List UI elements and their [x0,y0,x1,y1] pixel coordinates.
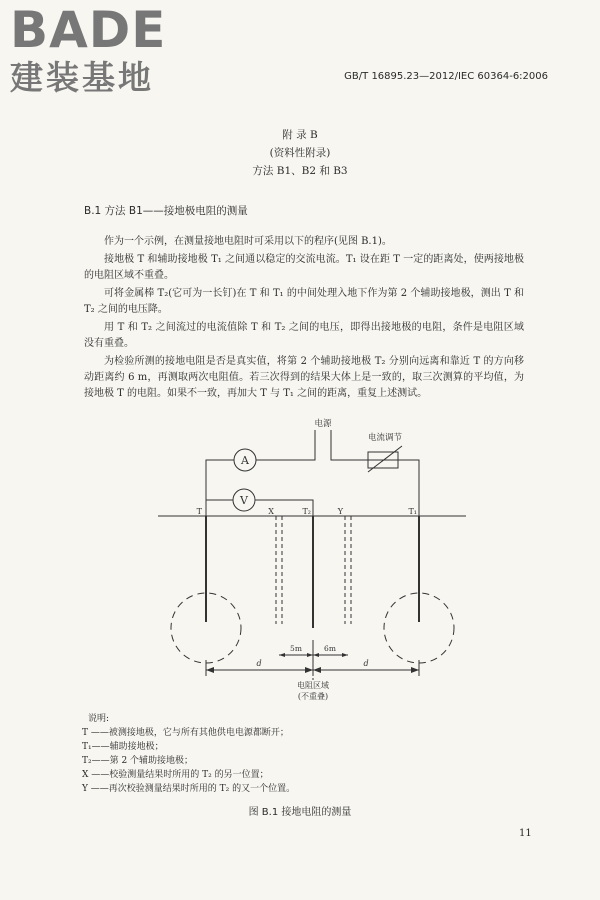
annex-methods: 方法 B1、B2 和 B3 [252,165,348,177]
annex-note: (资料性附录) [269,147,331,159]
figure-caption: 图 B.1 接地电阻的测量 [248,807,352,818]
electrode-label-t: T [196,507,202,516]
electrode-label-x: X [268,507,274,516]
legend [82,712,295,796]
logo-brand-text: BADE [10,1,167,59]
dimension-d-right: d [363,659,369,668]
paragraph: 可将金属棒 T₂(它可为一长钉)在 T 和 T₁ 的中间处理入地下作为第 2 个辅助接地极，测出 T 和 T₂ 之间的电压降。 [84,288,524,315]
region-label-note: (不重叠) [297,692,329,701]
annex-title: 附 录 B [282,129,318,141]
dimension-6m: 6m [324,644,336,653]
section-title: B.1 方法 B1——接地极电阻的测量 [84,205,248,217]
paragraph: 作为一个示例，在测量接地电阻时可采用以下的程序(见图 B.1)。 [104,236,392,247]
ammeter-label: A [241,454,249,467]
standard-number: GB/T 16895.23—2012/IEC 60364-6:2006 [344,71,548,82]
logo-subtitle: 建装基地 [10,58,154,97]
electrode-label-y: Y [337,507,343,516]
current-wire-left [206,444,315,516]
legend-item: T₁——辅助接地极； [82,742,164,752]
legend-item: T ——被测接地极，它与所有其他供电电源都断开； [82,728,289,738]
page-number: 11 [519,828,532,839]
current-regulator-label: 电流调节 [367,433,403,443]
legend-item: T₂——第 2 个辅助接地极； [82,756,194,766]
dimension-5m: 5m [290,644,302,653]
legend-item: Y ——再次校验测量结果时所用的 T₂ 的又一个位置。 [82,784,296,794]
dimension-d-left: d [256,659,262,668]
voltmeter-label: V [240,494,248,507]
paragraph: 为检验所测的接地电阻是否是真实值，将第 2 个辅助接地极 T₂ 分别向远离和靠近 T 的方向移动距离约 6 m，再测取两次电阻值。若三次得到的结果大体上是一致的，取三次测算的平均值，为接地极 T 的电阻。如果不一致，再加大 T 与 T₁ 之间的距离，重复上述测试。 [84,356,524,399]
region-label: 电阻区域 [297,681,329,690]
legend-heading: 说明: [88,714,110,724]
power-label: 电源 [314,419,332,429]
electrode-label-t1: T₁ [408,507,417,516]
paragraph: 用 T 和 T₂ 之间流过的电流值除 T 和 T₂ 之间的电压，即得出接地极的电阻，条件是电阻区域没有重叠。 [84,322,524,349]
paragraph: 接地极 T 和辅助接地极 T₁ 之间通以稳定的交流电流。T₁ 设在距 T 一定的距离处，使两接地极的电阻区域不重叠。 [84,254,524,281]
electrode-label-t2: T₂ [302,507,311,516]
legend-item: X ——校验测量结果时所用的 T₂ 的另一位置； [82,770,269,780]
